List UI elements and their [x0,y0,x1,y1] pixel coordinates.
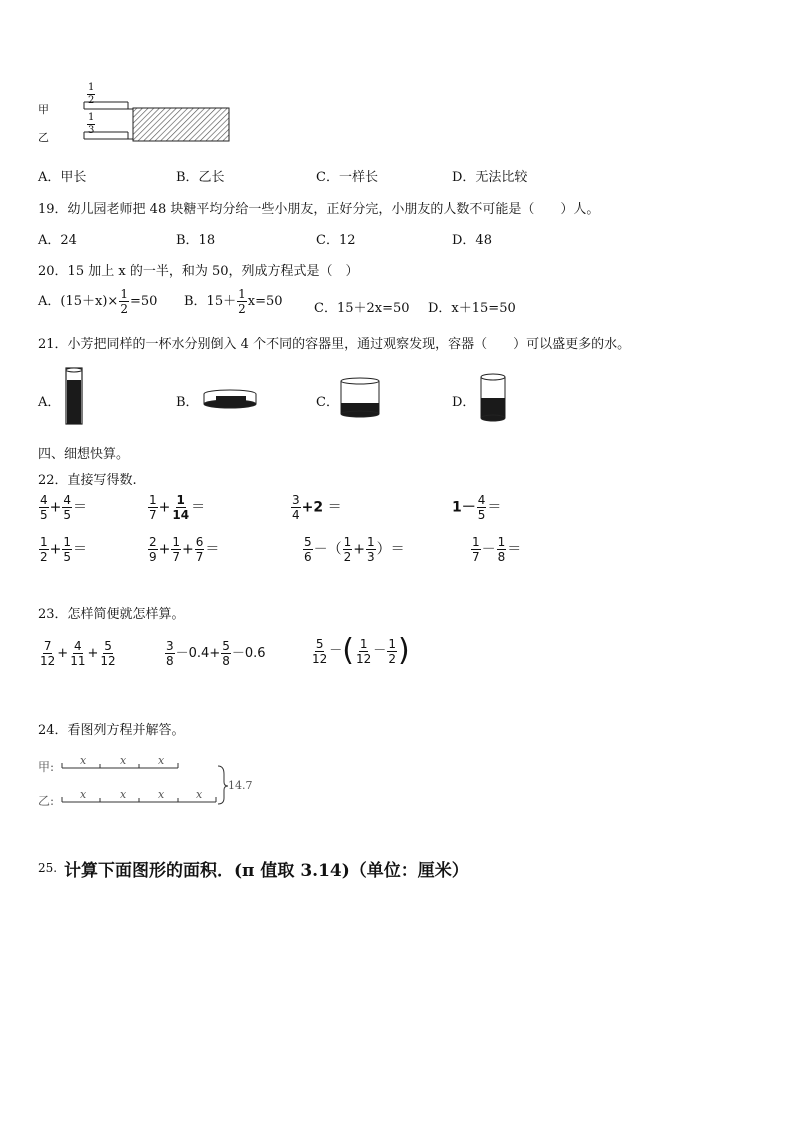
q20-a-pre: A．(15＋x)× [38,294,119,309]
q20-a-frac: $\frac{1}{2}$ [120,287,128,316]
q20-b-frac: $\frac{1}{2}$ [238,287,246,316]
container-c-image [338,376,382,420]
section-4-heading: 四、细想快算。 [38,447,130,462]
q24-total: 14.7 [228,779,253,792]
q18-figure [38,82,238,148]
q22-r1-e1: $\frac{4}{5}$ + $\frac{4}{5}$ ＝ [40,493,88,522]
q18-option-c[interactable]: C．一样长 [316,170,378,185]
q24-title: 24．看图列方程并解答。 [38,723,185,738]
q22-r1-e4: 1－ $\frac{4}{5}$ ＝ [452,493,502,522]
q22-r2-e3: $\frac{5}{6}$ －（ $\frac{1}{2}$ + $\frac{1}{3}$ ）＝ [304,535,405,564]
q20-option-a[interactable] [38,288,157,315]
q24-x-1: x [80,754,87,767]
q20-b-pre: B．15＋ [184,294,237,309]
q24-x-4: x [80,788,87,801]
q22-r2-e1: $\frac{1}{2}$ + $\frac{1}{5}$ ＝ [40,535,88,564]
q18-frac-top: $\frac{1}{2}$ [88,82,95,106]
q22-r2-e4: $\frac{1}{7}$ － $\frac{1}{8}$ ＝ [472,535,522,564]
q24-x-6: x [158,788,165,801]
q20-b-post: x=50 [247,294,283,309]
q18-label-yi: 乙 [38,131,49,144]
q19-option-a[interactable]: A．24 [38,233,77,248]
q21-text: 21．小芳把同样的一杯水分别倒入 4 个不同的容器里，通过观察发现，容器（ ）可以盛更多的水。 [38,337,631,352]
q20-option-c[interactable]: C．15＋2x=50 [314,301,410,316]
q18-option-d[interactable]: D．无法比较 [452,170,528,185]
container-a-image [62,366,86,428]
q21-option-d[interactable]: D． [452,395,476,410]
q25-number: 25. [38,861,58,875]
container-b-image [202,388,258,410]
q23-e1: $\frac{7}{12}$ + $\frac{4}{11}$ + $\frac{5}{12}$ [40,639,116,668]
q21-option-a[interactable]: A． [38,395,61,410]
q24-x-2: x [120,754,127,767]
q20-a-post: =50 [129,294,158,309]
q24-x-3: x [158,754,165,767]
q24-x-7: x [196,788,203,801]
q24-label-jia: 甲: [38,760,55,774]
q20-option-d[interactable]: D．x＋15=50 [428,301,516,316]
q24-x-5: x [120,788,127,801]
q22-r2-e2: $\frac{2}{9}$ + $\frac{1}{7}$ + $\frac{6}{7}$ ＝ [149,535,220,564]
q22-title: 22．直接写得数. [38,473,137,488]
q18-frac-bottom: $\frac{1}{3}$ [88,112,95,136]
q19-option-b[interactable]: B．18 [176,233,216,248]
q19-text: 19．幼儿园老师把 48 块糖平均分给一些小朋友，正好分完，小朋友的人数不可能是（ ）人。 [38,202,600,217]
q25-text: 计算下面图形的面积．(π 值取 3.14)（单位：厘米） [64,861,469,881]
q20-text: 20．15 加上 x 的一半，和为 50，列成方程式是（ ） [38,264,359,279]
q22-r1-e3: $\frac{3}{4}$ +2 ＝ [292,493,342,522]
q21-option-c[interactable]: C． [316,395,339,410]
q24-label-yi: 乙: [38,794,55,808]
q22-r1-e2: $\frac{1}{7}$ + $\frac{1}{14}$ ＝ [149,493,206,522]
q21-option-b[interactable]: B． [176,395,199,410]
container-d-image [478,372,508,424]
q19-option-d[interactable]: D．48 [452,233,492,248]
q20-option-b[interactable] [184,288,283,315]
q18-option-a[interactable]: A．甲长 [38,170,87,185]
q18-option-b[interactable]: B．乙长 [176,170,225,185]
q23-e3: $\frac{5}{12}$ －( $\frac{1}{12}$ － $\frac{1}{2}$ ) [312,633,410,668]
q18-diagram [38,82,238,148]
q23-title: 23．怎样简便就怎样算。 [38,607,185,622]
q23-e2: $\frac{3}{8}$ －0.4+ $\frac{5}{8}$ －0.6 [166,639,266,668]
q18-label-jia: 甲 [38,103,49,116]
q19-option-c[interactable]: C．12 [316,233,356,248]
